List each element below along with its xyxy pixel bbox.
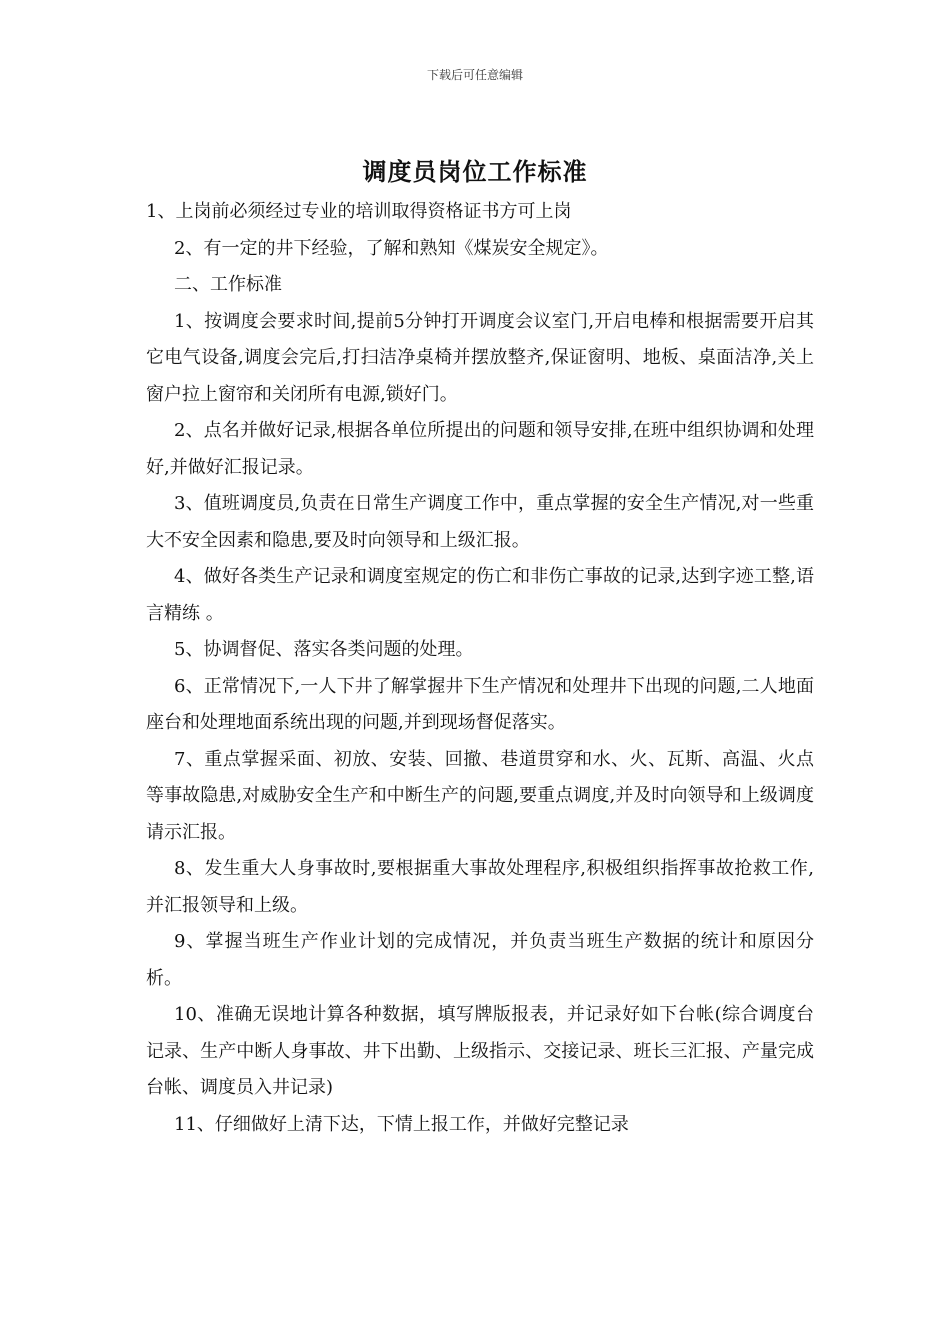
paragraph-2: 2、有一定的井下经验，了解和熟知《煤炭安全规定》。	[174, 237, 609, 259]
paragraph-item-3: 3、值班调度员,负责在日常生产调度工作中，重点掌握的安全生产情况,对一些重大不安全因素和隐患,要及时向领导和上级汇报。	[146, 493, 814, 551]
paragraph-item-11: 11、仔细做好上清下达，下情上报工作，并做好完整记录	[174, 1113, 629, 1135]
paragraph-item-7: 7、重点掌握采面、初放、安装、回撤、巷道贯穿和水、火、瓦斯、高温、火点等事故隐患,对威胁安全生产和中断生产的问题,要重点调度,并及时向领导和上级调度请示汇报。	[146, 748, 814, 843]
paragraph-item-10: 10、准确无误地计算各种数据，填写牌版报表，并记录好如下台帐(综合调度台记录、生产中断人身事故、井下出勤、上级指示、交接记录、班长三汇报、产量完成台帐、调度员入井记录)	[146, 1004, 814, 1098]
paragraph-item-2: 2、点名并做好记录,根据各单位所提出的问题和领导安排,在班中组织协调和处理好,并做好汇报记录。	[146, 420, 814, 478]
section-heading-work-standard: 二、工作标准	[174, 274, 282, 295]
paragraph-1: 1、上岗前必须经过专业的培训取得资格证书方可上岗	[146, 201, 572, 222]
paragraph-item-1: 1、按调度会要求时间,提前5分钟打开调度会议室门,开启电棒和根据需要开启其它电气设备,调度会完后,打扫洁净桌椅并摆放整齐,保证窗明、地板、桌面洁净,关上窗户拉上窗帘和关闭所有电源,锁好门。	[146, 310, 814, 405]
paragraph-item-8: 8、发生重大人身事故时,要根据重大事故处理程序,积极组织指挥事故抢救工作,并汇报领导和上级。	[146, 858, 814, 916]
paragraph-item-6: 6、正常情况下,一人下井了解掌握井下生产情况和处理井下出现的问题,二人地面座台和处理地面系统出现的问题,并到现场督促落实。	[146, 675, 814, 733]
header-note: 下载后可任意编辑	[426, 68, 523, 82]
paragraph-item-4: 4、做好各类生产记录和调度室规定的伤亡和非伤亡事故的记录,达到字迹工整,语言精练 。	[146, 566, 814, 624]
document-body	[146, 194, 814, 1143]
paragraph-item-5: 5、协调督促、落实各类问题的处理。	[174, 639, 474, 660]
paragraph-item-9: 9、掌握当班生产作业计划的完成情况，并负责当班生产数据的统计和原因分析。	[146, 931, 814, 989]
document-title: 调度员岗位工作标准	[362, 157, 588, 186]
